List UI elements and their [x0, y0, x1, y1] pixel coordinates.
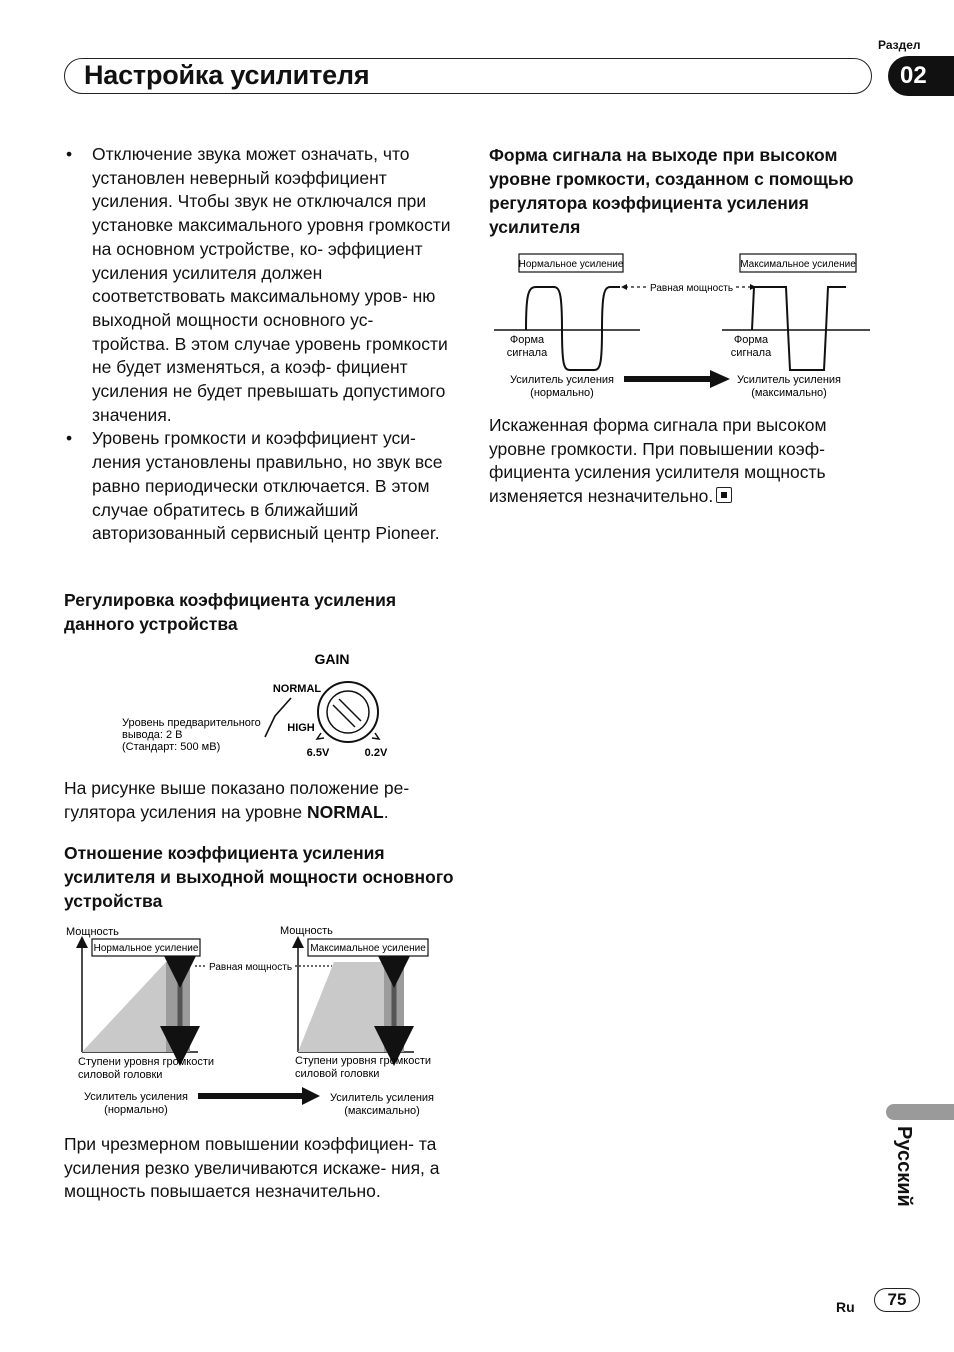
- wave-amp-normal-2: (нормально): [530, 387, 594, 399]
- preout-note-1: Уровень предварительного: [122, 717, 261, 729]
- page-number: 75: [874, 1288, 920, 1312]
- preout-note-3: (Стандарт: 500 мВ): [122, 741, 221, 753]
- normal-keyword: NORMAL: [306, 801, 384, 822]
- bullet-icon: •: [66, 144, 73, 164]
- xlabel-right-1: Ступени уровня громкости: [295, 1055, 432, 1067]
- xlabel-left-2: силовой головки: [78, 1069, 163, 1081]
- xlabel-left-1: Ступени уровня громкости: [78, 1056, 215, 1068]
- language-tab: [886, 1104, 954, 1120]
- equal-power-label: Равная мощность: [209, 962, 293, 973]
- normal-gain-label: Нормальное усиление: [93, 943, 199, 954]
- signal-label-left-1: Форма: [509, 334, 545, 346]
- wave-max-label: Максимальное усиление: [740, 259, 856, 270]
- list-item: [64, 143, 454, 427]
- power-axis-right: Мощность: [280, 925, 333, 937]
- wave-equal-power: Равная мощность: [650, 283, 734, 294]
- section-label: Раздел: [878, 38, 921, 52]
- wave-arrow-shaft: [624, 376, 710, 382]
- bullet-icon: •: [66, 428, 73, 449]
- heading-gain-adjust: Регулировка коэффициента усиления данного устройства: [64, 590, 397, 634]
- wave-normal-label: Нормальное усиление: [518, 259, 624, 270]
- gain-high-voltage: 6.5V: [306, 747, 330, 759]
- heading-waveform: Форма сигнала на выходе при высоком уровне громкости, созданном с помощью регулятора коэффициента усиления усилителя: [489, 145, 854, 237]
- wave-amp-normal-1: Усилитель усиления: [509, 374, 615, 386]
- max-gain-label: Максимальное усиление: [310, 943, 426, 954]
- bullet-list: [64, 143, 454, 546]
- paragraph-distorted-text: Искаженная форма сигнала при высоком уровне громкости. При повышении коэф- фициента усиления усилителя мощность изменяется незначительно.: [489, 415, 827, 507]
- gain-label: GAIN: [314, 651, 350, 667]
- gain-low-voltage: 0.2V: [364, 747, 388, 759]
- waveform-figure: [490, 250, 874, 402]
- wave-amp-max-1: Усилитель усиления: [736, 374, 842, 386]
- knob-arrow-left-icon: [317, 733, 324, 739]
- end-of-section-icon: [716, 487, 732, 503]
- power-figure: [62, 922, 454, 1122]
- amp-normal-1: Усилитель усиления: [83, 1091, 189, 1103]
- gain-knob-figure: [115, 645, 405, 765]
- normal-label: NORMAL: [272, 683, 322, 695]
- xlabel-right-2: силовой головки: [295, 1068, 380, 1080]
- wave-amp-max-2: (максимально): [751, 387, 827, 399]
- high-label: HIGH: [287, 722, 315, 734]
- signal-label-right-2: сигнала: [730, 347, 772, 359]
- heading-gain-relation: Отношение коэффициента усиления усилителя и выходной мощности основного устройства: [64, 843, 454, 911]
- preout-note-2: вывода: 2 В: [122, 729, 183, 741]
- language-label: Русский: [893, 1126, 915, 1207]
- paragraph-distorted: [489, 414, 864, 509]
- amp-max-1: Усилитель усиления: [329, 1092, 435, 1104]
- signal-label-left-2: сигнала: [506, 347, 548, 359]
- page-title: Настройка усилителя: [84, 60, 370, 90]
- paragraph-excess-gain: При чрезмерном повышении коэффициен- та усиления резко увеличиваются искаже- ния, а мощность повышается незначительно.: [64, 1134, 440, 1202]
- amp-max-2: (максимально): [344, 1105, 420, 1117]
- bullet-text-1: Отключение звука может означать, что установлен неверный коэффициент усиления. Чтобы звук не отключался при установке максимального уровня громкости на основном устройстве, ко- эффициент усиления усилителя должен соответствовать максимальному уров- ню выходной мощности основного ус- тройства. В этом случае уровень громкости не будет изменяться, а коэф- фициент усиления не будет превышать допустимого значения.: [92, 144, 451, 425]
- language-code: Ru: [836, 1299, 855, 1315]
- gain-arrow-shaft: [198, 1093, 302, 1099]
- signal-label-right-1: Форма: [733, 334, 769, 346]
- knob-arrow-right-icon: [372, 733, 379, 739]
- section-number-badge: 02: [888, 56, 954, 96]
- paragraph-normal-text: На рисунке выше показано положение ре- гулятора усиления на уровне: [64, 778, 410, 822]
- amp-normal-2: (нормально): [104, 1104, 168, 1116]
- wave-arrow-head-icon: [710, 370, 730, 388]
- power-axis-left: Мощность: [66, 926, 119, 938]
- gain-arrow-head-icon: [302, 1087, 320, 1105]
- bullet-text-2: Уровень громкости и коэффициент уси- ления установлены правильно, но звук все равно периодически отключается. В этом случае обратитесь в ближайший авторизованный сервисный центр Pioneer.: [92, 428, 443, 544]
- list-item: [64, 427, 454, 546]
- gain-knob-inner-icon: [327, 691, 369, 733]
- paragraph-normal-end: .: [383, 801, 389, 822]
- paragraph-normal: [64, 777, 454, 824]
